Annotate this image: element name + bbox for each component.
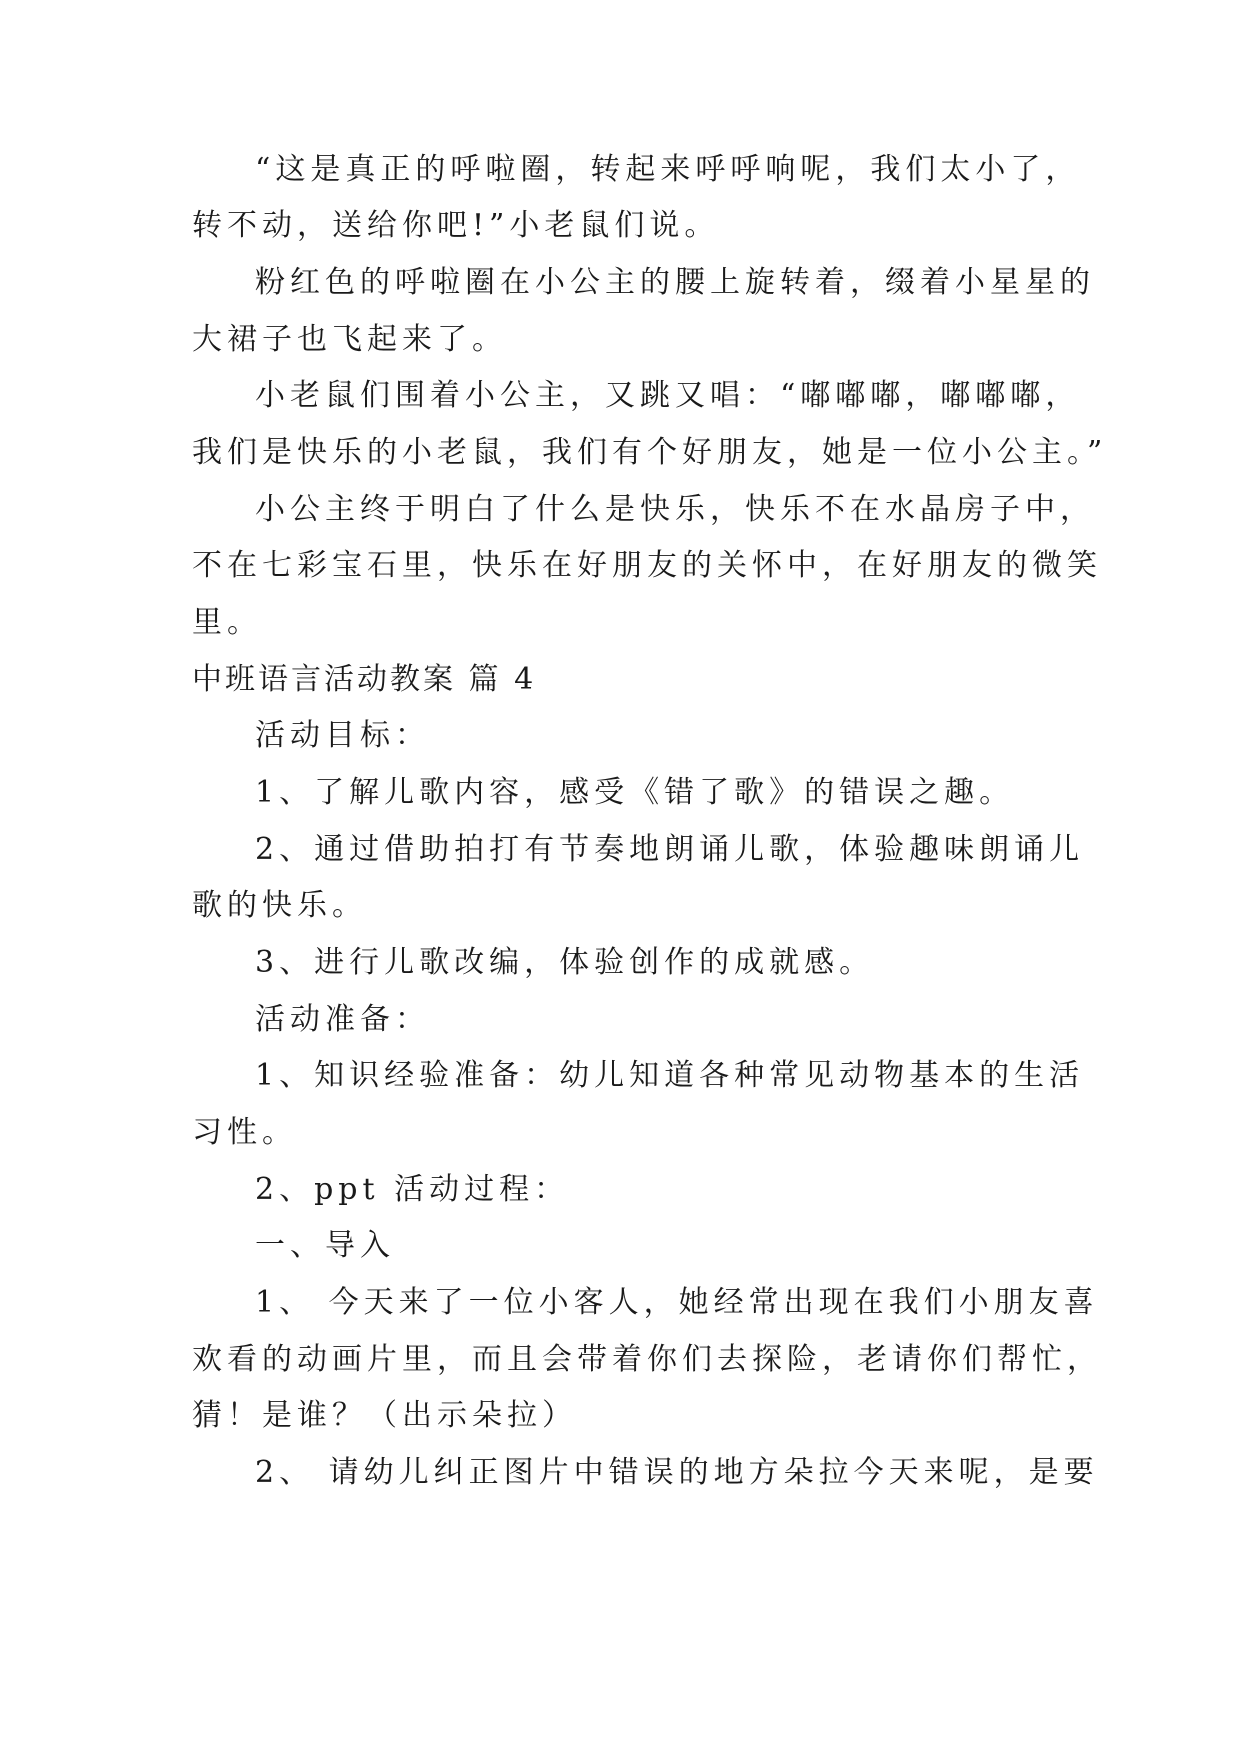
paragraph-line: 2、ppt 活动过程： (255, 1172, 570, 1207)
paragraph-line: 3、进行儿歌改编，体验创作的成就感。 (255, 945, 875, 980)
subheading-line: 活动准备： (255, 1002, 430, 1037)
paragraph-line: 大裙子也飞起来了。 (192, 322, 507, 357)
subheading-line: 活动目标： (255, 718, 430, 753)
paragraph-line: 1、知识经验准备：幼儿知道各种常见动物基本的生活 (255, 1058, 1085, 1093)
paragraph-line: 粉红色的呼啦圈在小公主的腰上旋转着，缀着小星星的 (255, 265, 1095, 300)
paragraph-line: 里。 (192, 605, 262, 640)
paragraph-line: 我们是快乐的小老鼠，我们有个好朋友，她是一位小公主。” (192, 435, 1108, 470)
paragraph-line: “这是真正的呼啦圈，转起来呼呼响呢，我们太小了， (255, 152, 1081, 187)
paragraph-line: 1、 今天来了一位小客人，她经常出现在我们小朋友喜 (255, 1285, 1099, 1320)
paragraph-line: 不在七彩宝石里，快乐在好朋友的关怀中，在好朋友的微笑 (192, 548, 1102, 583)
paragraph-line: 2、 请幼儿纠正图片中错误的地方朵拉今天来呢，是要 (255, 1455, 1099, 1490)
paragraph-line: 1、了解儿歌内容，感受《错了歌》的错误之趣。 (255, 775, 1015, 810)
paragraph-line: 欢看的动画片里，而且会带着你们去探险，老请你们帮忙， (192, 1342, 1102, 1377)
paragraph-line: 小公主终于明白了什么是快乐，快乐不在水晶房子中， (255, 492, 1095, 527)
paragraph-line: 2、通过借助拍打有节奏地朗诵儿歌，体验趣味朗诵儿 (255, 832, 1085, 867)
paragraph-line: 歌的快乐。 (192, 888, 367, 923)
paragraph-line: 转不动，送给你吧!”小老鼠们说。 (192, 208, 720, 243)
paragraph-line: 猜！是谁？（出示朵拉） (192, 1398, 577, 1433)
section-heading: 中班语言活动教案 篇 4 (192, 662, 537, 697)
paragraph-line: 一、导入 (255, 1228, 395, 1263)
paragraph-line: 习性。 (192, 1115, 297, 1150)
paragraph-line: 小老鼠们围着小公主，又跳又唱：“嘟嘟嘟，嘟嘟嘟， (255, 378, 1081, 413)
